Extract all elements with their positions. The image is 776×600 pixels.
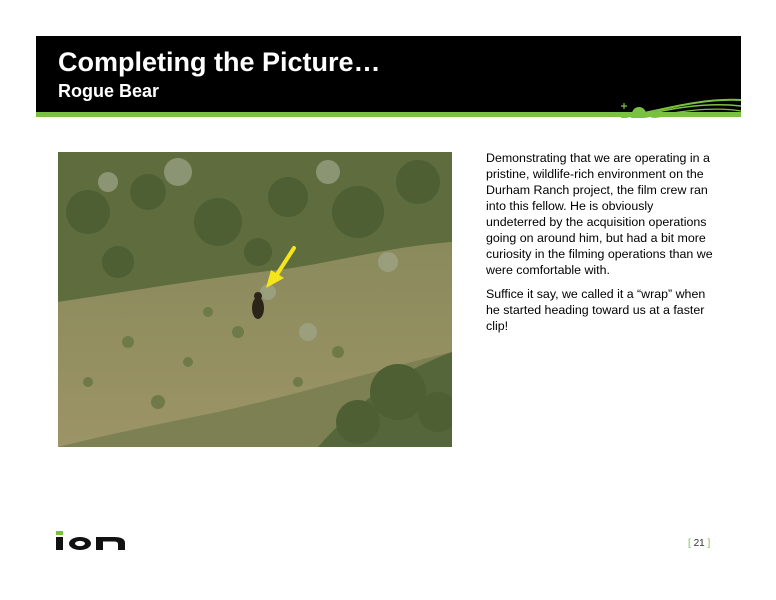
header-accent-line: [36, 112, 741, 117]
page-number-value: 21: [693, 538, 705, 549]
paragraph-1: Demonstrating that we are operating in a pristine, wildlife-rich environment on the Durham Ranch project, the film crew ran into this fellow. He is obviously undeterred by the acquisition operations going on around him, but had a bit more curiosity in the filming operations than we were comfortable with.: [486, 151, 713, 277]
body-text: [486, 150, 716, 342]
page-bracket-close: ]: [707, 538, 711, 549]
ion-logo: [56, 528, 128, 550]
bear-photo: [58, 152, 452, 447]
page-bracket-open: [: [688, 538, 691, 549]
slide-title: Completing the Picture…: [58, 47, 381, 77]
slide-subtitle: Rogue Bear: [58, 81, 160, 101]
page-number: [688, 538, 710, 549]
bear-figure: [252, 297, 264, 319]
header-band: [36, 36, 741, 112]
paragraph-2: Suffice it say, we called it a “wrap” when he started heading toward us at a faster clip!: [486, 287, 706, 333]
